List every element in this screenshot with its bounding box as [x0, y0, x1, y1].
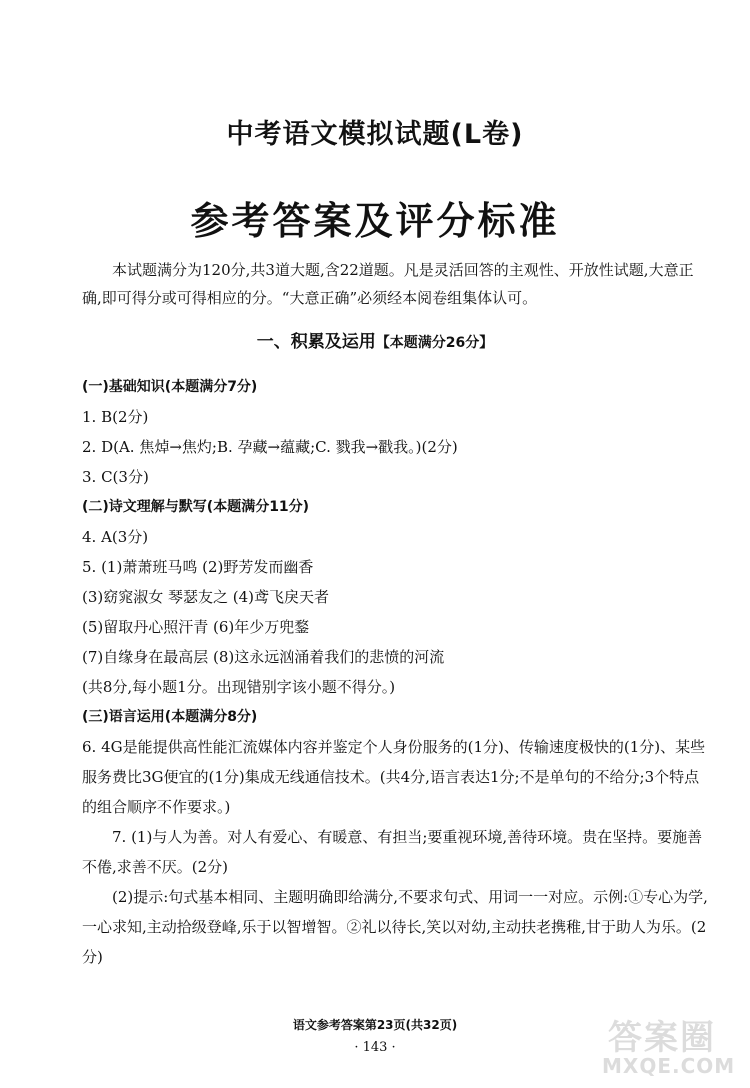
- section-title: 一、积累及运用: [256, 332, 376, 352]
- answer-paragraph: (2)提示:句式基本相同、主题明确即给满分,不要求句式、用词一一对应。示例:①专心为学,一心求知,主动拾级登峰,乐于以智增智。②礼以待长,笑以对幼,主动扶老携稚,甘于助人为乐。(2分): [82, 888, 708, 966]
- answer-note: (共8分,每小题1分。出现错别字该小题不得分。): [82, 678, 396, 696]
- answer-line: 3. C(3分): [82, 468, 149, 486]
- subsection-heading: (三)语言运用(本题满分8分): [82, 709, 258, 725]
- watermark-url: MXQE.COM: [602, 1054, 736, 1078]
- answer-line: (3)窈窕淑女 琴瑟友之 (4)鸢飞戾天者: [82, 588, 330, 606]
- answer-line: 1. B(2分): [82, 408, 149, 426]
- watermark-text: 答案圈: [608, 1018, 716, 1058]
- answer-line: 2. D(A. 焦焯→焦灼;B. 孕藏→蕴藏;C. 戮我→戳我。)(2分): [82, 438, 458, 456]
- answer-line: (7)自缘身在最高层 (8)这永远汹涌着我们的悲愤的河流: [82, 648, 445, 666]
- intro-text: 本试题满分为120分,共3道大题,含22道题。凡是灵活回答的主观性、开放性试题,大意正确,即可得分或可得相应的分。“大意正确”必须经本阅卷组集体认可。: [82, 261, 694, 307]
- section-heading: [0, 327, 750, 352]
- page-number: · 143 ·: [354, 1040, 396, 1055]
- intro-paragraph: [82, 256, 702, 312]
- subsection-heading: (二)诗文理解与默写(本题满分11分): [82, 499, 310, 515]
- answer-line: 5. (1)萧萧班马鸣 (2)野芳发而幽香: [82, 558, 314, 576]
- answer-list: [82, 372, 712, 972]
- section-score-note: 【本题满分26分】: [375, 335, 494, 351]
- exam-subtitle: 中考语文模拟试题(L卷): [226, 119, 524, 150]
- watermark-logo: [600, 1010, 740, 1080]
- answer-paragraph: 6. 4G是能提供高性能汇流媒体内容并鉴定个人身份服务的(1分)、传输速度极快的(1分)、某些服务费比3G便宜的(1分)集成无线通信技术。(共4分,语言表达1分;不是单句的不给分;3个特点的组合顺序不作要求。): [82, 738, 706, 816]
- answer-line: 4. A(3分): [82, 528, 149, 546]
- page-title: 参考答案及评分标准: [190, 199, 560, 243]
- answer-paragraph: 7. (1)与人为善。对人有爱心、有暖意、有担当;要重视环境,善待环境。贵在坚持。要施善不倦,求善不厌。(2分): [82, 828, 703, 876]
- answer-line: (5)留取丹心照汗青 (6)年少万兜鍪: [82, 618, 310, 636]
- subsection-heading: (一)基础知识(本题满分7分): [82, 379, 258, 395]
- page-footer: 语文参考答案第23页(共32页): [292, 1018, 458, 1032]
